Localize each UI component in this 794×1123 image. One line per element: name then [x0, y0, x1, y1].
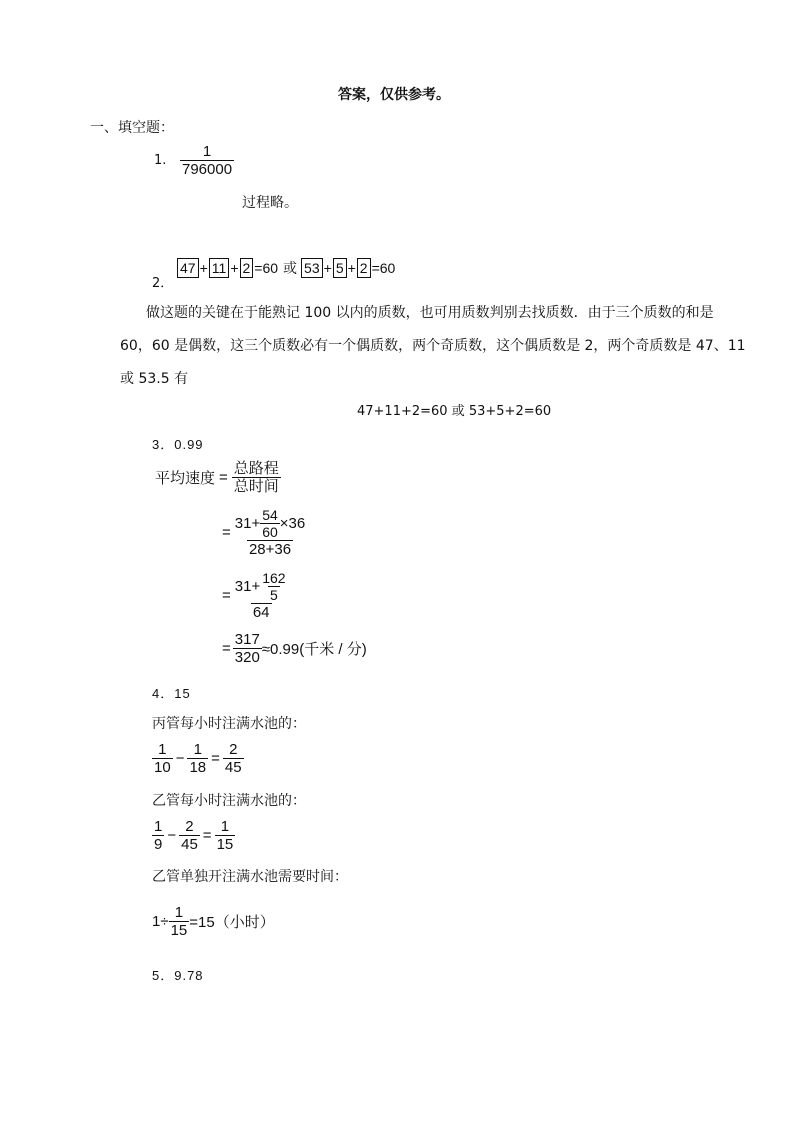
q3-header: 3．0.99 [152, 437, 204, 452]
equals-sign: = [222, 587, 231, 605]
q3-l2-fnum: 54 [262, 507, 278, 523]
q4-e3-tail: =15（小时） [189, 914, 275, 932]
q3-lhs: 平均速度 [155, 470, 216, 488]
q3-line-1 [155, 460, 281, 496]
q1-fraction [180, 143, 234, 179]
frac-num: 1 [193, 741, 202, 758]
frac-num: 1 [220, 818, 230, 835]
frac-den: 15 [216, 836, 234, 854]
plus-sign: + [199, 260, 208, 276]
q4-text-1: 丙管每小时注满水池的： [152, 716, 306, 732]
q2-explanation-line-1: 做这题的关键在于能熟记 100 以内的质数，也可用质数判别去找质数．由于三个质数的和是 [146, 305, 714, 321]
plus-sign: + [230, 260, 239, 276]
q3-f1-num: 总路程 [233, 460, 279, 477]
frac-num: 1 [174, 904, 184, 921]
minus-sign: − [167, 827, 177, 845]
frac-den: 10 [154, 759, 171, 777]
or-word: 或 [283, 260, 298, 276]
frac-den: 45 [224, 759, 242, 777]
q3-l2-fden: 60 [262, 524, 278, 541]
equals-sign: = [202, 827, 212, 845]
minus-sign: − [175, 750, 185, 768]
q2-equation [177, 258, 396, 278]
q4-equation-1 [152, 741, 244, 777]
q3-line-2 [222, 507, 307, 558]
q3-l3-fden: 5 [270, 587, 278, 604]
q1-number: 1. [154, 153, 167, 168]
q3-l4-den: 320 [234, 649, 260, 667]
q5-header: 5．9.78 [152, 968, 204, 983]
equals-60: =60 [254, 260, 279, 276]
frac-den: 45 [181, 836, 198, 854]
q1-frac-den: 796000 [182, 161, 233, 179]
q4-equation-3 [152, 904, 275, 940]
q2-number: 2． [152, 276, 174, 291]
q2-centered-result: 47+11+2=60 或 53+5+2=60 [357, 404, 552, 419]
frac-num: 1 [154, 818, 163, 835]
plus-sign: + [323, 260, 332, 276]
q3-l3-den: 64 [252, 604, 270, 622]
q3-l2-a: 31+ [234, 514, 261, 532]
q2-box-5: 5 [333, 258, 347, 278]
q3-l3-fnum: 162 [262, 570, 286, 586]
q3-l2-den: 28+36 [248, 541, 292, 559]
q2-box-2: 11 [209, 258, 230, 278]
q2-explanation-line-3: 或 53.5 有 [120, 371, 189, 387]
q2-box-6: 2 [357, 258, 371, 278]
equals-sign: = [222, 524, 231, 542]
q3-l4-num: 317 [234, 631, 260, 648]
frac-num: 2 [185, 818, 194, 835]
q3-line-3 [222, 570, 290, 621]
q2-box-4: 53 [301, 258, 323, 278]
equals-60: =60 [371, 260, 396, 276]
equals-sign: = [222, 640, 231, 658]
q2-explanation-line-2: 60，60 是偶数，这三个质数必有一个偶质数，两个奇质数，这个偶质数是 2，两个奇质数是 47、11 [120, 338, 746, 354]
q2-box-1: 47 [177, 258, 199, 278]
equals-sign: = [211, 750, 220, 768]
q4-equation-2 [152, 818, 235, 854]
frac-den: 18 [189, 759, 207, 777]
q3-f1-den: 总时间 [233, 478, 279, 496]
frac-num: 2 [229, 741, 238, 758]
q3-l2-b: ×36 [279, 514, 306, 532]
q1-frac-num: 1 [202, 143, 212, 160]
q4-e3-a: 1÷ [152, 913, 169, 931]
q3-l4-tail: ≈0.99(千米 / 分) [261, 641, 367, 659]
frac-den: 9 [154, 836, 163, 854]
plus-sign: + [347, 260, 356, 276]
q4-text-3: 乙管单独开注满水池需要时间： [152, 869, 348, 885]
page-title: 答案，仅供参考。 [338, 87, 450, 103]
q4-header: 4．15 [152, 686, 191, 701]
frac-num: 1 [158, 741, 167, 758]
section-heading: 一、填空题： [90, 120, 174, 136]
equals-sign: = [219, 469, 228, 487]
q3-l3-a: 31+ [234, 577, 261, 595]
frac-den: 15 [170, 922, 188, 940]
q2-box-3: 2 [240, 258, 254, 278]
q1-note: 过程略。 [242, 195, 298, 211]
q3-line-4 [222, 631, 367, 667]
q4-text-2: 乙管每小时注满水池的： [152, 793, 306, 809]
